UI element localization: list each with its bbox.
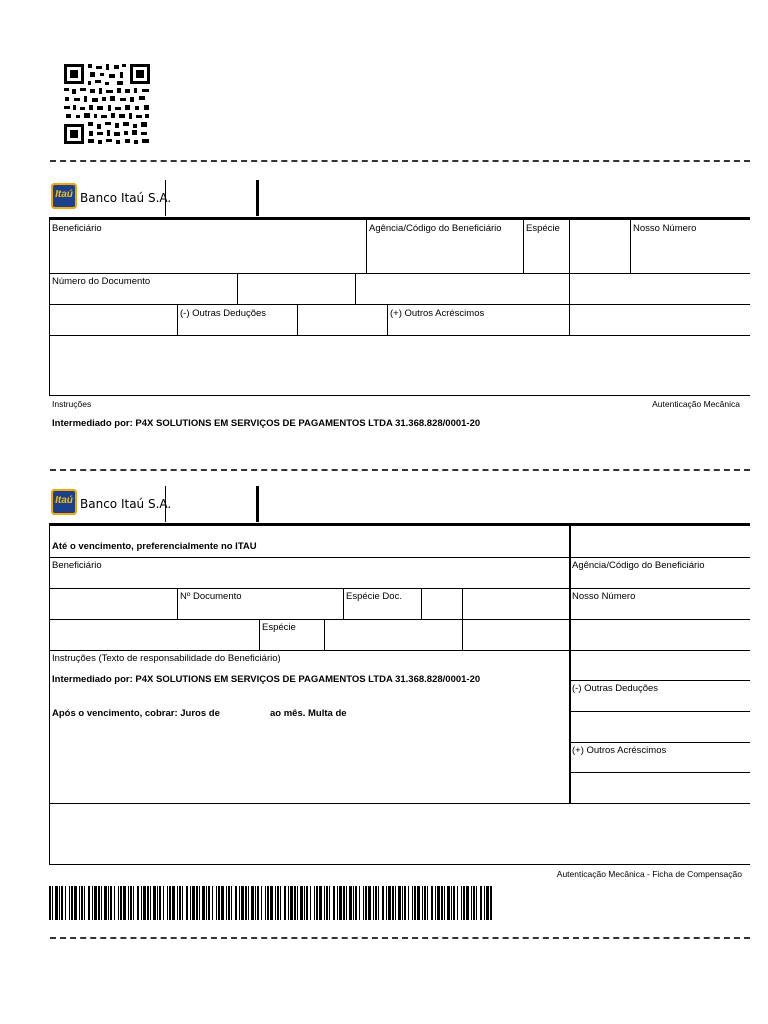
barcode-bar <box>49 886 51 920</box>
barcode-bar <box>133 886 134 920</box>
barcode-bar <box>368 886 371 920</box>
apos-vencimento-text: Após o vencimento, cobrar: Juros de <box>52 708 220 719</box>
barcode-bar <box>277 886 279 920</box>
barcode-bar <box>461 886 462 920</box>
barcode-bar <box>284 886 286 920</box>
barcode-bar <box>206 886 207 920</box>
barcode-bar <box>228 886 230 920</box>
barcode-bar <box>451 886 452 920</box>
barcode-bar <box>355 886 357 920</box>
barcode-bar <box>130 886 132 920</box>
agencia-codigo-label: Agência/Código do Beneficiário <box>572 560 705 571</box>
barcode-bar <box>143 886 146 920</box>
barcode-bar <box>159 886 161 920</box>
barcode-bar <box>290 886 293 920</box>
barcode-bar <box>226 886 227 920</box>
especie-label: Espécie <box>526 223 560 234</box>
barcode-bar <box>484 886 485 920</box>
barcode-bar <box>333 886 335 920</box>
barcode-bar <box>212 886 213 920</box>
barcode-bar <box>208 886 210 920</box>
barcode-bar <box>300 886 303 920</box>
barcode-bar <box>261 886 262 920</box>
autenticacao-ficha-label: Autenticação Mecânica - Ficha de Compensação <box>556 869 742 879</box>
barcode-bar <box>157 886 158 920</box>
outros-acrescimos-label: (+) Outros Acréscimos <box>572 745 667 756</box>
barcode-bar <box>79 886 80 920</box>
barcode-bar <box>424 886 426 920</box>
ao-mes-text: ao mês. Multa de <box>270 708 347 719</box>
barcode-bar <box>114 886 115 920</box>
barcode-bar <box>431 886 433 920</box>
barcode-bar <box>412 886 413 920</box>
barcode-bar <box>251 886 254 920</box>
barcode-bar <box>288 886 289 920</box>
numero-documento-label: Número do Documento <box>52 276 151 287</box>
barcode-bar <box>314 886 315 920</box>
barcode-bar <box>447 886 450 920</box>
barcode-bar <box>199 886 200 920</box>
barcode-bar <box>137 886 139 920</box>
barcode-bar <box>147 886 149 920</box>
barcode-bar <box>218 886 220 920</box>
barcode-bar <box>280 886 281 920</box>
barcode-bar <box>378 886 379 920</box>
barcode-bar <box>52 886 53 920</box>
barcode-bar <box>88 886 90 920</box>
barcode-bar <box>437 886 440 920</box>
barcode-bar <box>326 886 328 920</box>
instrucoes-label: Instruções <box>52 399 92 409</box>
barcode-bar <box>186 886 188 920</box>
barcode-bar <box>310 886 311 920</box>
barcode-bar <box>306 886 308 920</box>
barcode-bar <box>402 886 403 920</box>
barcode-bar <box>373 886 374 920</box>
barcode-bar <box>123 886 126 920</box>
barcode-bar <box>398 886 401 920</box>
barcode-bar <box>235 886 237 920</box>
barcode-bar <box>480 886 482 920</box>
barcode-bar <box>457 886 458 920</box>
barcode-bar <box>110 886 112 920</box>
barcode-bar <box>216 886 217 920</box>
nosso-numero-label: Nosso Número <box>572 591 636 602</box>
itau-logo-icon: Itaú <box>51 489 77 515</box>
barcode-bar <box>221 886 224 920</box>
beneficiario-label: Beneficiário <box>52 223 102 234</box>
barcode-bar <box>365 886 367 920</box>
agencia-codigo-label: Agência/Código do Beneficiário <box>369 223 502 234</box>
barcode-bar <box>190 886 191 920</box>
barcode-bar <box>471 886 472 920</box>
barcode-bar <box>316 886 318 920</box>
barcode-bar <box>101 886 102 920</box>
barcode-bar <box>71 886 73 920</box>
barcode-bar <box>343 886 345 920</box>
barcode-bar <box>417 886 420 920</box>
barcode-bar <box>473 886 475 920</box>
barcode-bar <box>172 886 175 920</box>
barcode-bar <box>182 886 183 920</box>
barcode-bar <box>453 886 455 920</box>
barcode-bar <box>179 886 181 920</box>
barcode-bar <box>275 886 276 920</box>
barcode-bar <box>118 886 119 920</box>
barcode-bar <box>294 886 296 920</box>
autenticacao-label: Autenticação Mecânica <box>652 399 740 409</box>
barcode-bar <box>177 886 178 920</box>
barcode-bar <box>404 886 406 920</box>
barcode-bar <box>231 886 232 920</box>
beneficiario-label: Beneficiário <box>52 560 102 571</box>
especie-label: Espécie <box>262 622 296 633</box>
barcode-bar <box>422 886 423 920</box>
especie-doc-label: Espécie Doc. <box>346 591 402 602</box>
barcode-bar <box>120 886 122 920</box>
barcode-bar <box>202 886 205 920</box>
barcode-bar <box>196 886 198 920</box>
barcode-bar <box>324 886 325 920</box>
barcode <box>49 886 494 920</box>
barcode-bar <box>128 886 129 920</box>
barcode-bar <box>267 886 269 920</box>
barcode-bar <box>104 886 107 920</box>
barcode-bar <box>61 886 63 920</box>
barcode-bar <box>265 886 266 920</box>
barcode-bar <box>297 886 298 920</box>
bank-name: Banco Itaú S.A. <box>80 191 172 205</box>
barcode-bar <box>414 886 416 920</box>
barcode-bar <box>363 886 364 920</box>
barcode-bar <box>304 886 305 920</box>
intermediado-text: Intermediado por: P4X SOLUTIONS EM SERVIÇOS DE PAGAMENTOS LTDA 31.368.828/0001-20 <box>52 418 481 429</box>
barcode-bar <box>270 886 273 920</box>
barcode-bar <box>382 886 384 920</box>
barcode-bar <box>441 886 443 920</box>
local-pagamento-text: Até o vencimento, preferencialmente no ITAU <box>52 541 257 552</box>
cut-line-1 <box>50 160 750 162</box>
barcode-bar <box>65 886 66 920</box>
barcode-bar <box>163 886 164 920</box>
barcode-bar <box>427 886 428 920</box>
barcode-bar <box>81 886 83 920</box>
barcode-bar <box>408 886 409 920</box>
barcode-bar <box>92 886 93 920</box>
barcode-bar <box>248 886 249 920</box>
barcode-bar <box>84 886 85 920</box>
barcode-bar <box>435 886 436 920</box>
barcode-bar <box>476 886 477 920</box>
barcode-bar <box>55 886 58 920</box>
instrucoes-label: Instruções (Texto de responsabilidade do Beneficiário) <box>52 653 281 664</box>
intermediado-text: Intermediado por: P4X SOLUTIONS EM SERVIÇOS DE PAGAMENTOS LTDA 31.368.828/0001-20 <box>52 674 481 685</box>
barcode-bar <box>169 886 171 920</box>
barcode-bar <box>141 886 142 920</box>
barcode-bar <box>239 886 240 920</box>
barcode-bar <box>257 886 259 920</box>
barcode-bar <box>386 886 387 920</box>
barcode-bar <box>444 886 445 920</box>
barcode-bar <box>319 886 322 920</box>
barcode-bar <box>153 886 156 920</box>
barcode-bar <box>241 886 244 920</box>
outras-deducoes-label: (-) Outras Deduções <box>180 308 267 319</box>
barcode-bar <box>375 886 377 920</box>
barcode-bar <box>346 886 347 920</box>
outras-deducoes-label: (-) Outras Deduções <box>572 683 659 694</box>
barcode-bar <box>388 886 391 920</box>
barcode-bar <box>108 886 109 920</box>
barcode-bar <box>59 886 60 920</box>
barcode-bar <box>486 886 489 920</box>
barcode-bar <box>329 886 330 920</box>
barcode-bar <box>353 886 354 920</box>
barcode-bar <box>395 886 396 920</box>
barcode-bar <box>466 886 469 920</box>
n-documento-label: Nº Documento <box>180 591 242 602</box>
barcode-bar <box>150 886 151 920</box>
barcode-bar <box>69 886 70 920</box>
outros-acrescimos-label: (+) Outros Acréscimos <box>390 308 485 319</box>
qr-code <box>62 62 152 146</box>
barcode-bar <box>339 886 342 920</box>
bank-name: Banco Itaú S.A. <box>80 497 172 511</box>
cut-line-2 <box>50 469 750 471</box>
barcode-bar <box>392 886 394 920</box>
barcode-bar <box>98 886 100 920</box>
barcode-bar <box>463 886 465 920</box>
itau-logo-icon: Itaú <box>51 183 77 209</box>
barcode-bar <box>245 886 247 920</box>
nosso-numero-label: Nosso Número <box>633 223 697 234</box>
barcode-bar <box>490 886 492 920</box>
barcode-bar <box>349 886 352 920</box>
barcode-bar <box>255 886 256 920</box>
barcode-bar <box>94 886 97 920</box>
barcode-bar <box>192 886 195 920</box>
barcode-bar <box>167 886 168 920</box>
barcode-bar <box>74 886 77 920</box>
barcode-bar <box>359 886 360 920</box>
cut-line-3 <box>50 937 750 939</box>
barcode-bar <box>337 886 338 920</box>
